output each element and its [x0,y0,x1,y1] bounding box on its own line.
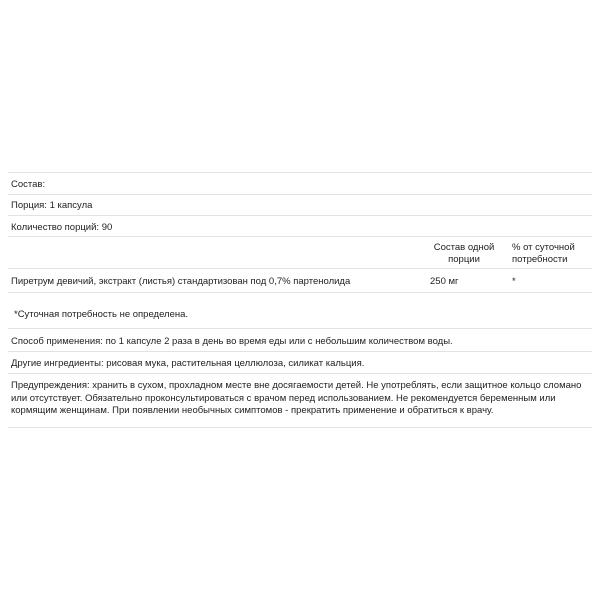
usage-text: по 1 капсуле 2 раза в день во время еды или с небольшим количеством воды. [102,336,453,347]
other-ingredients-label: Другие ингредиенты: [11,358,104,369]
warnings-text: хранить в сухом, прохладном месте вне досягаемости детей. Не употреблять, если защитное кольцо сломано или отсутствует. Обязательно проконсультироваться с врачом перед использованием. Не рекомендуется беременным или кормящим женщинам. При появлении необычных симптомов - прекратить применение и обратиться к врачу. [11,380,582,416]
ingredient-name: Пиретрум девичий, экстракт (листья) стандартизован под 0,7% партенолида [11,276,351,287]
divider [8,194,592,195]
divider [8,268,592,269]
divider-bottom [8,427,592,428]
divider [8,328,592,329]
usage-label: Способ применения: [11,336,103,347]
daily-value-header: % от суточной потребности [512,242,575,265]
ingredient-amount: 250 мг [430,276,459,287]
divider [8,292,592,293]
ingredient-daily-value: * [512,276,516,287]
other-ingredients-section [11,358,591,371]
facts-title: Состав: [11,179,46,190]
servings-per-container: Количество порций: 90 [11,222,113,233]
divider [8,215,592,216]
divider [8,236,592,237]
amount-per-serving-header: Состав одной порции [433,242,495,265]
serving-size: Порция: 1 капсула [11,200,93,211]
usage-section [11,336,591,349]
footnote: *Суточная потребность не определена. [14,309,189,320]
other-ingredients-text: рисовая мука, растительная целлюлоза, силикат кальция. [103,358,365,369]
divider-top [8,172,592,173]
warnings-label: Предупреждения: [11,380,90,391]
divider [8,373,592,374]
warnings-section [11,380,591,418]
divider [8,351,592,352]
